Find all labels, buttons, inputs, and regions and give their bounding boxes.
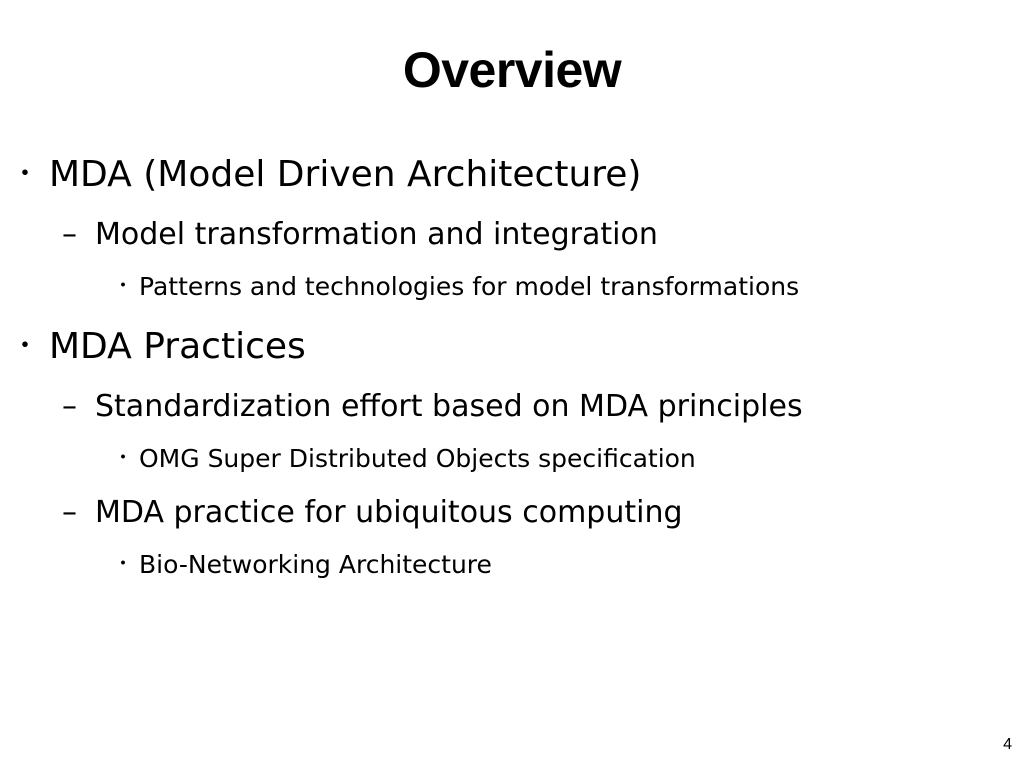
bullet-text: OMG Super Distributed Objects specification	[139, 444, 696, 473]
bullet-text: Model transformation and integration	[95, 217, 658, 252]
bullet-marker: ・	[112, 274, 135, 299]
dash-marker: –	[62, 495, 77, 530]
bullet-text: MDA (Model Driven Architecture)	[49, 154, 642, 195]
bullet-marker: ・	[112, 552, 135, 577]
dash-marker: –	[62, 389, 77, 424]
bullet-marker: ・	[10, 329, 40, 364]
bullet-text: Bio-Networking Architecture	[139, 550, 492, 579]
bullet-text: Patterns and technologies for model transformations	[139, 272, 800, 301]
dash-marker: –	[62, 217, 77, 252]
bullet-text: MDA Practices	[49, 326, 306, 367]
page-number: 4	[1003, 736, 1012, 753]
bullet-text: MDA practice for ubiquitous computing	[95, 495, 683, 530]
bullet-marker: ・	[10, 157, 40, 192]
bullet-marker: ・	[112, 446, 135, 471]
slide-title: Overview	[402, 42, 622, 98]
bullet-text: Standardization effort based on MDA principles	[95, 389, 803, 424]
